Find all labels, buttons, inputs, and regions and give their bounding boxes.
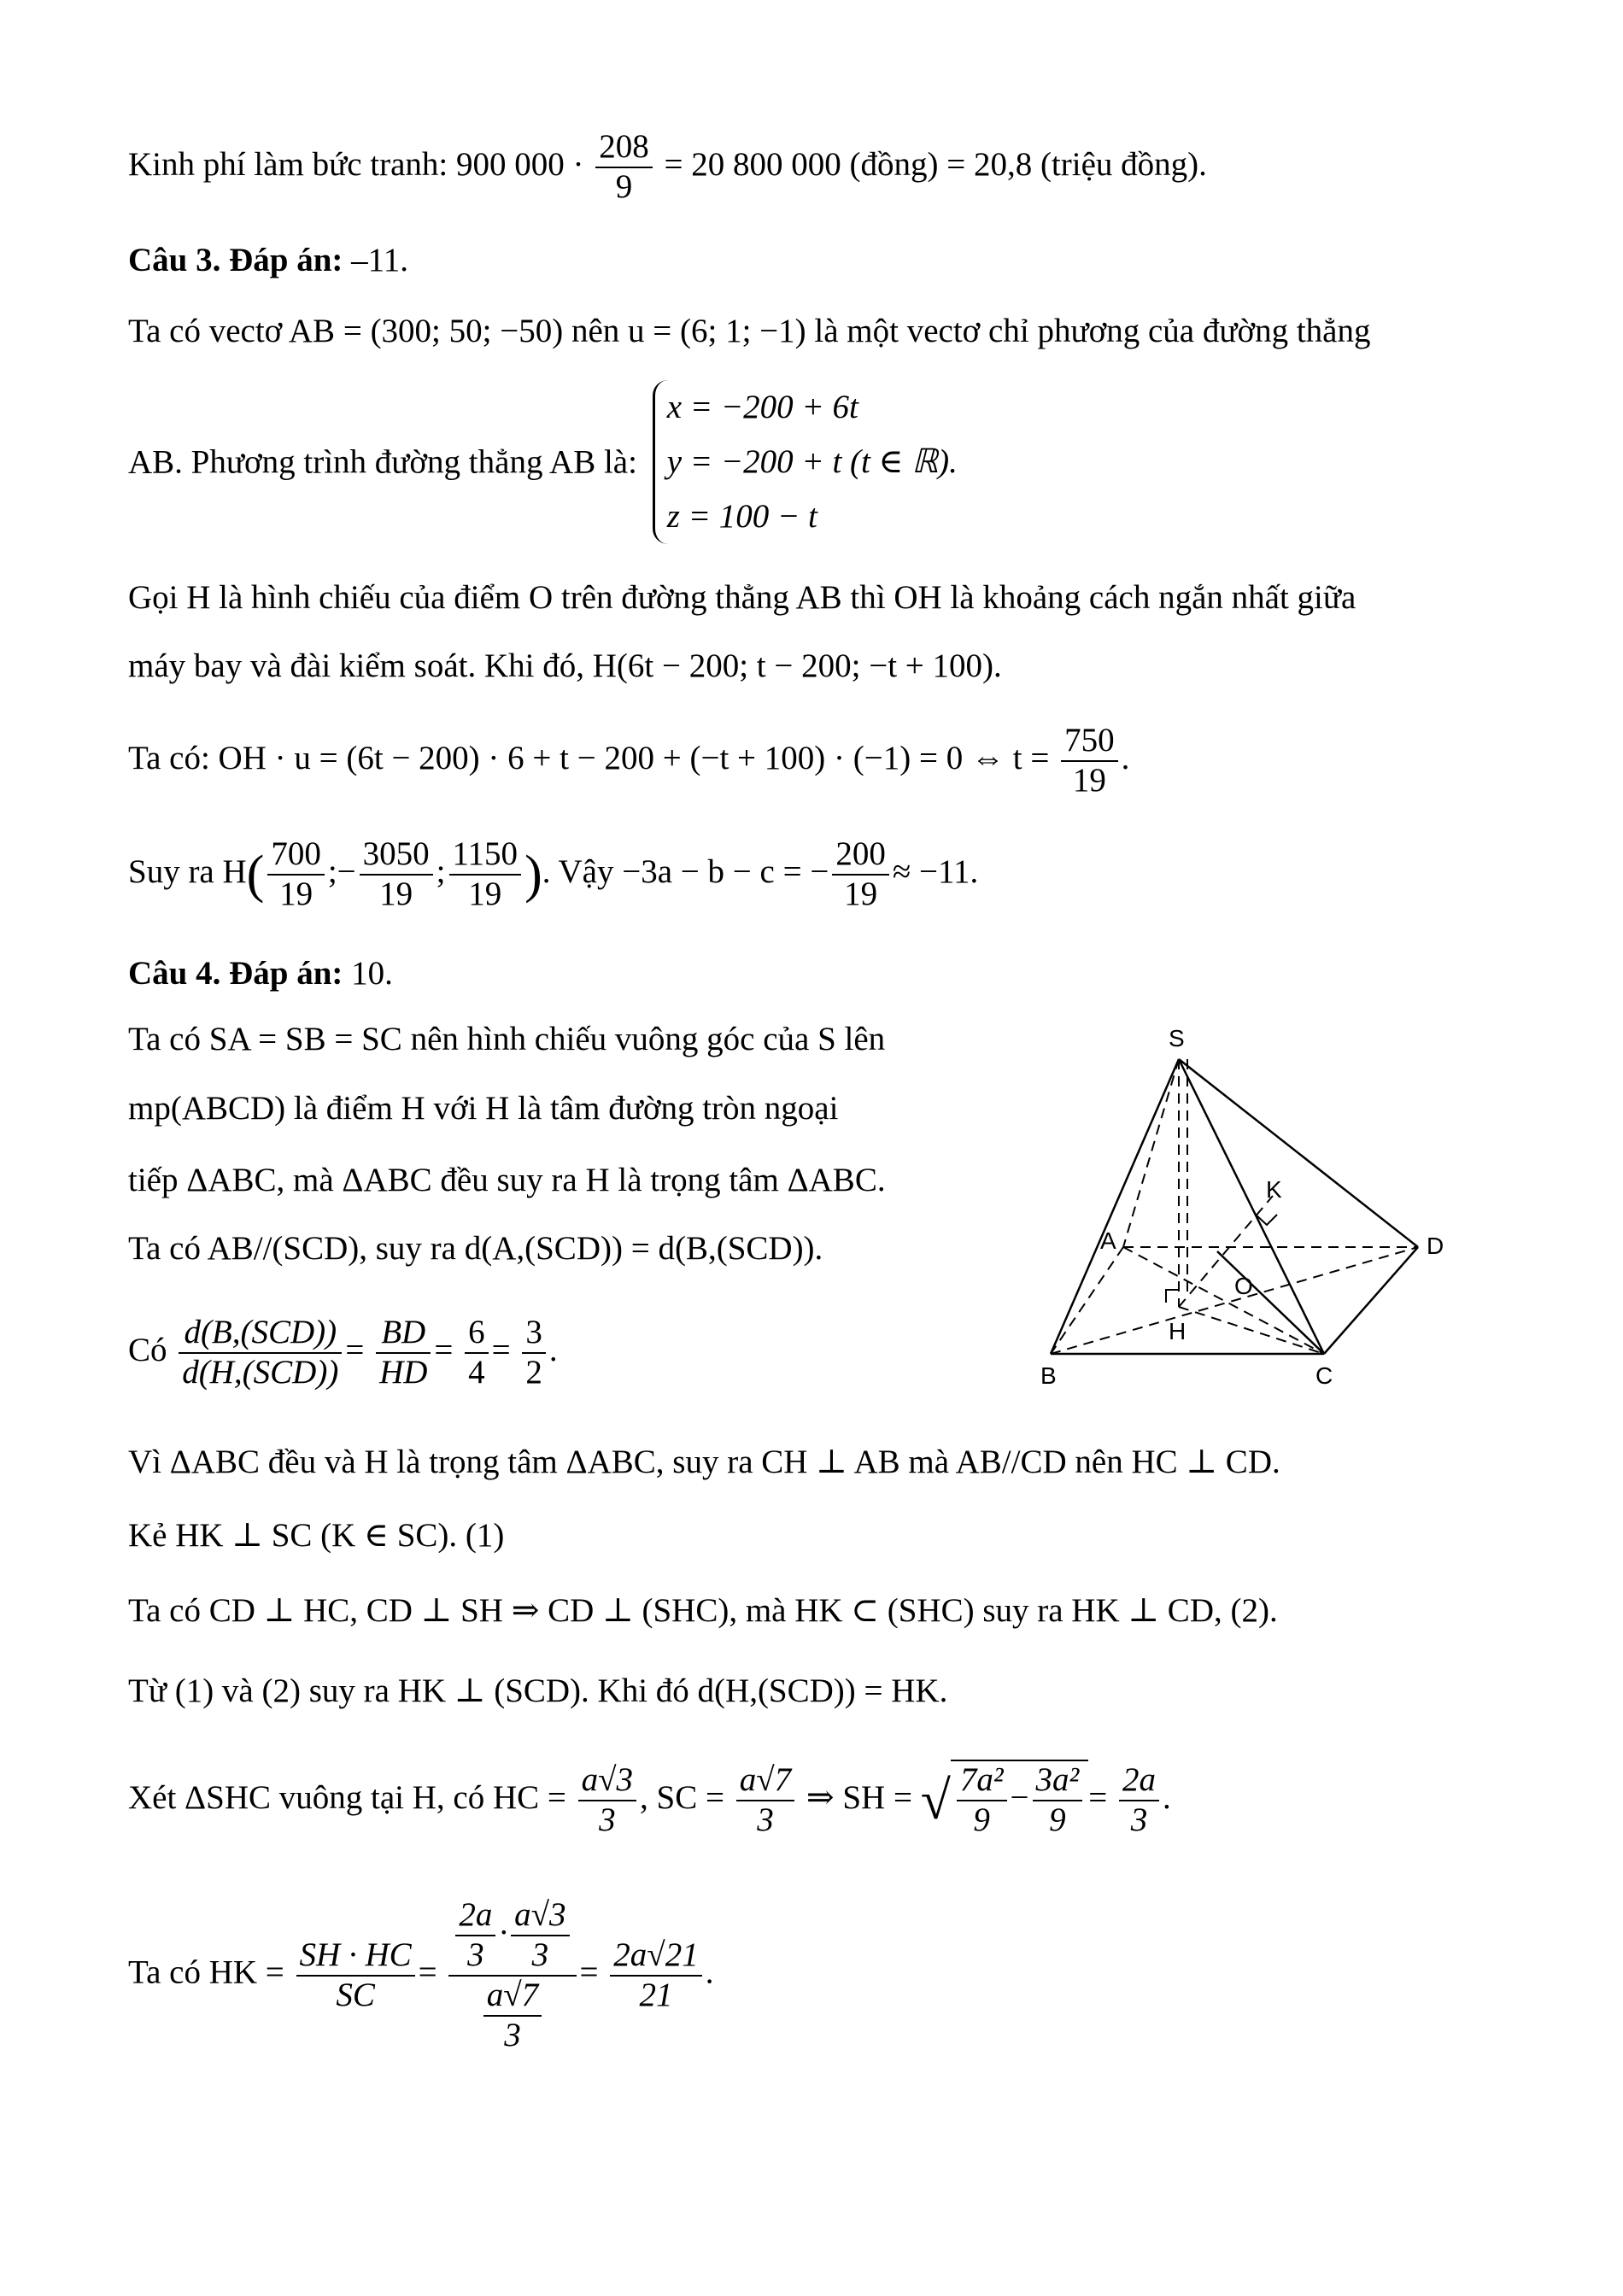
vector-line — [128, 314, 1370, 348]
pyramid-figure — [1025, 1016, 1486, 1409]
q4-line-4 — [128, 1232, 823, 1265]
q4-line-8-text: Ta có CD ⊥ HC, CD ⊥ SH ⇒ CD ⊥ (SHC), mà HK ⊂ (SHC) suy ra HK ⊥ CD, (2). — [128, 1592, 1278, 1629]
segment-HC — [1179, 1307, 1324, 1354]
top-b-den: 3 — [531, 1936, 549, 1973]
r1-frac — [957, 1761, 1007, 1840]
sh-result-frac — [1119, 1761, 1159, 1840]
right-angle-H — [1166, 1290, 1179, 1303]
hk-result-frac — [610, 1936, 701, 2015]
q4-line-9-text: Từ (1) và (2) suy ra HK ⊥ (SCD). Khi đó d(H,(SCD)) = HK. — [128, 1672, 948, 1709]
q4-line-3-text: tiếp ΔABC, mà ΔABC đều suy ra H là trọng tâm ΔABC. — [128, 1162, 886, 1198]
plane-line — [128, 649, 1002, 682]
label-C: C — [1315, 1362, 1333, 1389]
h-y-frac — [360, 835, 433, 914]
cost-fraction — [595, 128, 653, 207]
r1-den: 9 — [973, 1801, 990, 1838]
hk-f1-num: SH · HC — [296, 1936, 415, 1977]
ratio-num-4: 3 — [522, 1314, 546, 1354]
q3-answer: –11. — [351, 242, 408, 278]
ratio-frac-3 — [465, 1314, 489, 1392]
hk-big-frac — [448, 1896, 576, 2054]
q4-line-8 — [128, 1594, 1278, 1627]
equation-y: y = −200 + t (t ∈ ℝ). — [666, 443, 958, 480]
ratio-den-2: HD — [379, 1353, 428, 1391]
result-frac — [832, 835, 889, 914]
h-z-den: 19 — [468, 875, 502, 912]
diag-BD — [1051, 1247, 1418, 1354]
segment-HK-solid — [1217, 1251, 1324, 1354]
label-D: D — [1427, 1233, 1444, 1259]
cost-tail: = 20 800 000 (đồng) = 20,8 (triệu đồng). — [664, 145, 1207, 183]
q4-line-9 — [128, 1674, 947, 1707]
label-K: K — [1266, 1176, 1282, 1203]
h-x-den: 19 — [279, 875, 313, 912]
bot-num: a√7 — [483, 1977, 542, 2017]
bot-frac — [483, 1977, 542, 2055]
label-O: O — [1234, 1273, 1253, 1299]
sc-pre: , SC = — [640, 1778, 724, 1816]
hk-big-num: $\frac{2a}{3}$ · $\frac{a√3}{3}$ — [448, 1896, 576, 1977]
hk-result-num: 2a√21 — [610, 1936, 701, 1977]
plane-text: máy bay và đài kiểm soát. Khi đó, H(6t − 200; t − 200; −t + 100). — [128, 647, 1002, 684]
q4-line-1-text: Ta có SA = SB = SC nên hình chiếu vuông góc của S lên — [128, 1021, 886, 1057]
ratio-frac-1 — [179, 1314, 342, 1392]
hk-pre: Ta có HK = — [128, 1953, 284, 1991]
h-y-num: 3050 — [360, 835, 433, 876]
top-a-den: 3 — [467, 1936, 484, 1973]
ratio-den-1: d(H,(SCD)) — [182, 1353, 339, 1391]
ratio-frac-2 — [376, 1314, 431, 1392]
ratio-num-3: 6 — [465, 1314, 489, 1354]
h-mid: . Vậy −3a − b − c = − — [542, 852, 829, 890]
equation-system — [653, 380, 958, 544]
q4-label: Câu 4. Đáp án: — [128, 955, 343, 992]
ratio-den-4: 2 — [525, 1353, 542, 1391]
ratio-den-3: 4 — [468, 1353, 485, 1391]
line-equation — [128, 380, 958, 544]
q4-line-3 — [128, 1163, 886, 1197]
sh-pre: ⇒ SH = — [806, 1778, 912, 1816]
h-pre: Suy ra H — [128, 852, 247, 890]
dot-product-text: Ta có: OH · u = (6t − 200) · 6 + t − 200 + (−t + 100) · (−1) = 0 ⇔ t = — [128, 739, 1050, 776]
dot-product-line: Ta có: OH · u = (6t − 200) · 6 + t − 200 + (−t + 100) · (−1) = 0 ⇔ t = $\frac{750}{19}$ . — [128, 722, 1130, 799]
h-x-frac — [267, 835, 325, 914]
t-num: 750 — [1061, 722, 1118, 762]
label-S: S — [1169, 1025, 1185, 1051]
cost-frac-num: 208 — [595, 128, 653, 168]
result-den: 19 — [844, 875, 878, 912]
equation-intro: AB. Phương trình đường thẳng AB là: — [128, 443, 637, 481]
point-h-line: Suy ra H( $\frac{700}{19}$ ;− $\frac{3050}{19}$ ; $\frac{1150}{19}$ ). Vậy −3a − b − c = − $\frac{200}{19}$ ≈ −11. — [128, 835, 979, 912]
sh-radical: $\frac{\text{7a²}}{9}$ − $\frac{\text{3a²}}{9}$ — [951, 1760, 1088, 1840]
h-x-num: 700 — [267, 835, 325, 876]
h-z-num: 1150 — [449, 835, 522, 876]
q4-shc-line: Xét ΔSHC vuông tại H, có HC = $\frac{a√3}{3}$ , SC = $\frac{a√7}{3}$ ⇒ SH = √ $\frac{\text{7a²}}{9}$ − $\frac{\text{3a²}}{9}$ = $\frac{2a}{3}$ . — [128, 1761, 1171, 1838]
projection-text: Gọi H là hình chiếu của điểm O trên đường thẳng AB thì OH là khoảng cách ngắn nhất giữa — [128, 579, 1356, 616]
q4-line-2-text: mp(ABCD) là điểm H với H là tâm đường tròn ngoại — [128, 1090, 839, 1127]
q4-answer: 10. — [351, 955, 393, 992]
r2-frac — [1033, 1761, 1083, 1840]
q4-line-1 — [128, 1022, 885, 1056]
hc-den: 3 — [599, 1801, 616, 1838]
hc-frac — [578, 1761, 636, 1840]
hk-big-den — [448, 1977, 576, 2055]
equation-x: x = −200 + 6t — [666, 389, 858, 425]
edge-CD — [1324, 1247, 1418, 1354]
h-y-den: 19 — [379, 875, 413, 912]
h-z-frac — [449, 835, 522, 914]
edge-SA — [1123, 1059, 1179, 1247]
diag-AC — [1123, 1247, 1324, 1354]
sc-num: a√7 — [736, 1761, 794, 1801]
q4-line-6-text: Vì ΔABC đều và H là trọng tâm ΔABC, suy ra CH ⊥ AB mà AB//CD nên HC ⊥ CD. — [128, 1444, 1280, 1480]
shc-pre: Xét ΔSHC vuông tại H, có HC = — [128, 1778, 566, 1816]
q4-line-7 — [128, 1519, 504, 1552]
label-B: B — [1040, 1362, 1057, 1389]
q4-line-4-text: Ta có AB//(SCD), suy ra d(A,(SCD)) = d(B,(SCD)). — [128, 1230, 823, 1267]
hk-result-den: 21 — [639, 1976, 673, 2013]
q4-line-2 — [128, 1092, 838, 1125]
sc-den: 3 — [757, 1801, 774, 1838]
top-a-num: 2a — [455, 1896, 495, 1936]
top-b-frac — [511, 1896, 569, 1975]
equation-z: z = 100 − t — [666, 498, 817, 535]
question-4-title — [128, 957, 393, 990]
top-b-num: a√3 — [511, 1896, 569, 1936]
t-den: 19 — [1072, 761, 1106, 799]
q3-label: Câu 3. Đáp án: — [128, 242, 343, 278]
hk-frac-1 — [296, 1936, 415, 2015]
edge-AB — [1051, 1247, 1123, 1354]
ratio-num-2: BD — [376, 1314, 431, 1354]
edge-SB — [1051, 1059, 1179, 1354]
q4-line-7-text: Kẻ HK ⊥ SC (K ∈ SC). (1) — [128, 1517, 505, 1554]
hk-f1-den: SC — [336, 1976, 375, 2013]
result-tail: ≈ −11. — [892, 852, 979, 890]
q4-ratio-line: Có $\frac{\text{d(B,(SCD))}}{\text{d(H,(SCD))}}$ = $\frac{BD}{HD}$ = $\frac{6}{4}$ = $\frac{3}{2}$ . — [128, 1314, 558, 1391]
t-fraction — [1061, 722, 1118, 800]
cost-frac-den: 9 — [615, 167, 633, 205]
r2-den: 9 — [1049, 1801, 1066, 1838]
hc-num: a√3 — [578, 1761, 636, 1801]
sh-result-den: 3 — [1130, 1801, 1148, 1838]
cost-text: Kinh phí làm bức tranh: 900 000 · — [128, 145, 584, 183]
ratio-pre: Có — [128, 1331, 167, 1368]
q4-hk-line: Ta có HK = $\frac{SH \cdot HC}{SC}$ = $\frac{2a}{3}$ · $\frac{a√3}{3}$ $\frac{a√7}{3}$ = $\frac{2a√21}{21}$ . — [128, 1896, 714, 2053]
r2-num: 3a² — [1033, 1761, 1083, 1801]
edge-SD — [1179, 1059, 1418, 1247]
cost-line — [128, 128, 1207, 207]
ratio-num-1: d(B,(SCD)) — [179, 1314, 342, 1354]
r1-num: 7a² — [957, 1761, 1007, 1801]
result-num: 200 — [832, 835, 889, 876]
question-3-title — [128, 243, 408, 277]
label-A: A — [1100, 1227, 1116, 1254]
projection-line — [128, 581, 1356, 614]
vector-text: Ta có vectơ AB = (300; 50; −50) nên u = (6; 1; −1) là một vectơ chỉ phương của đường thẳng — [128, 313, 1371, 349]
sc-frac — [736, 1761, 794, 1840]
q4-line-6 — [128, 1445, 1280, 1479]
label-H: H — [1169, 1318, 1186, 1344]
top-a-frac — [455, 1896, 495, 1975]
bot-den: 3 — [504, 2016, 521, 2053]
ratio-frac-4 — [522, 1314, 546, 1392]
sh-result-num: 2a — [1119, 1761, 1159, 1801]
